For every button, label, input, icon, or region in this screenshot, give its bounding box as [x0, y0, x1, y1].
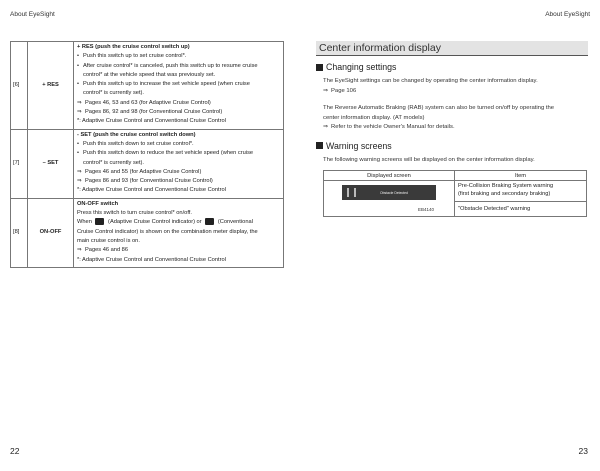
section-title: Center information display	[316, 41, 588, 56]
table-header-row	[324, 171, 587, 181]
right-page-content	[316, 41, 588, 217]
res-switch-description	[74, 42, 284, 130]
table-row	[11, 42, 284, 130]
description-title: - SET (push the cruise control switch down)	[77, 131, 196, 138]
footnote: *: Adaptive Cruise Control and Conventional Cruise Control	[77, 256, 226, 263]
column-header: Displayed screen	[324, 171, 455, 181]
bullet-text: • Push this switch down to reduce the set vehicle speed (when cruise	[77, 149, 281, 158]
cruise-switch-table	[10, 41, 284, 268]
description-line: When (Adaptive Cruise Control indicator) or (Conventional	[77, 219, 253, 226]
page-reference: ⇒ Pages 86, 92 and 98 (for Conventional Cruise Control)	[77, 108, 281, 117]
on-off-switch-description	[74, 198, 284, 267]
bullet-continuation: control* is currently set).	[83, 90, 145, 97]
set-switch-label: – SET	[28, 129, 74, 198]
paragraph: The Reverse Automatic Braking (RAB) system can also be turned on/off by operating the	[323, 105, 555, 111]
table-row	[11, 198, 284, 267]
description-line: Press this switch to turn cruise control* on/off.	[77, 210, 192, 217]
set-switch-description	[74, 129, 284, 198]
table-row	[324, 181, 587, 202]
table-row	[11, 129, 284, 198]
adaptive-cruise-indicator-icon	[95, 218, 104, 225]
page-number-left: 22	[10, 446, 20, 456]
screen-image-cell	[324, 181, 455, 217]
image-code: EB4140	[417, 207, 434, 212]
item-cell: "Obstacle Detected" warning	[455, 202, 587, 217]
page-reference: ⇒ Refer to the vehicle Owner's Manual for details.	[323, 123, 588, 133]
bullet-continuation: control* at the vehicle speed that was previously set.	[83, 71, 216, 78]
running-header-right: About EyeSight	[545, 11, 590, 18]
lane-graphic-icon	[347, 188, 356, 197]
warning-screens-heading: Warning screens	[316, 141, 588, 151]
page-reference: ⇒ Page 106	[323, 87, 588, 97]
res-switch-label: + RES	[28, 42, 74, 130]
paragraph: The EyeSight settings can be changed by operating the center information display.	[323, 78, 538, 84]
bullet-text: • Push this switch up to set cruise control*.	[77, 52, 281, 61]
square-bullet-icon	[316, 64, 323, 71]
row-number: [7]	[11, 129, 28, 198]
row-number: [6]	[11, 42, 28, 130]
page-reference: ⇒ Pages 46, 53 and 63 (for Adaptive Cruise Control)	[77, 99, 281, 108]
running-header-left: About EyeSight	[10, 11, 55, 18]
column-header: Item	[455, 171, 587, 181]
description-line: Cruise Control indicator) is shown on the combination meter display, the	[77, 228, 258, 235]
bullet-text: • Push this switch up to increase the set vehicle speed (when cruise	[77, 80, 281, 89]
conventional-cruise-indicator-icon	[205, 218, 214, 225]
warning-screen-image	[342, 185, 436, 200]
description-title: + RES (push the cruise control switch up)	[77, 44, 190, 50]
page-reference: ⇒ Pages 86 and 93 (for Conventional Cruise Control)	[77, 177, 281, 186]
footnote: *: Adaptive Cruise Control and Conventional Cruise Control	[77, 118, 226, 125]
warning-screen-table	[323, 170, 587, 217]
page-number-right: 23	[578, 446, 588, 456]
bullet-text: • After cruise control* is canceled, push this switch up to resume cruise	[77, 62, 281, 71]
row-number: [8]	[11, 198, 28, 267]
on-off-switch-label: ON-OFF	[28, 198, 74, 267]
description-title: ON-OFF switch	[77, 200, 119, 207]
bullet-continuation: control* is currently set).	[83, 159, 145, 166]
paragraph: center information display. (AT models)	[323, 114, 425, 121]
bullet-text: • Push this switch down to set cruise control*.	[77, 140, 281, 149]
page-reference: ⇒ Pages 46 and 55 (for Adaptive Cruise Control)	[77, 168, 281, 177]
changing-settings-heading: Changing settings	[316, 62, 588, 72]
square-bullet-icon	[316, 142, 323, 149]
screen-message: Obstacle Detected	[380, 191, 408, 195]
paragraph: The following warning screens will be displayed on the center information display.	[323, 156, 535, 163]
description-line: main cruise control is on.	[77, 237, 140, 244]
page-reference: ⇒ Pages 46 and 86	[77, 246, 281, 255]
footnote: *: Adaptive Cruise Control and Conventional Cruise Control	[77, 187, 226, 194]
item-cell: Pre-Collision Braking System warning (first braking and secondary braking)	[455, 181, 587, 202]
